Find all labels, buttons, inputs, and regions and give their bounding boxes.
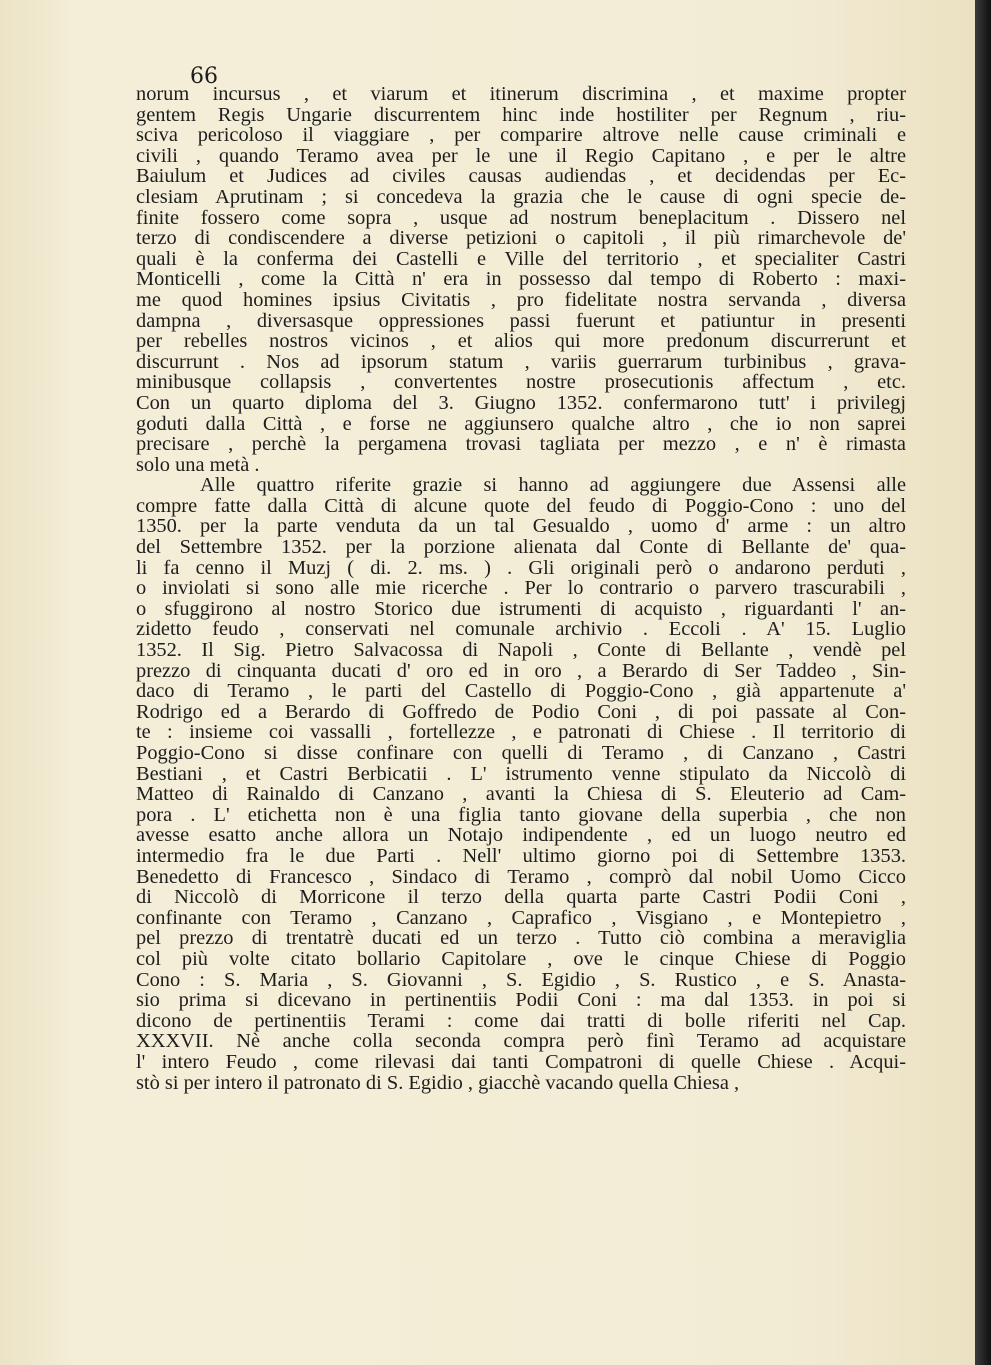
- text-line: avesse esatto anche allora un Notajo indipendente , ed un luogo neutro ed: [136, 824, 906, 847]
- text-line: dampna , diversasque oppressiones passi fuerunt et patiuntur in presenti: [136, 309, 906, 332]
- text-line: li fa cenno il Muzj ( di. 2. ms. ) . Gli originali però o andarono perduti ,: [136, 556, 906, 579]
- text-line: goduti dalla Città , e forse ne aggiunsero qualche altro , che io non saprei: [136, 412, 906, 435]
- text-line: col più volte citato bollario Capitolare , ove le cinque Chiese di Poggio: [136, 947, 906, 970]
- text-line: sciva pericoloso il viaggiare , per comparire altrove nelle cause criminali e: [136, 124, 906, 147]
- text-line: 1350. per la parte venduta da un tal Gesualdo , uomo d' arme : un altro: [136, 515, 906, 538]
- text-line: Rodrigo ed a Berardo di Goffredo de Podio Coni , di poi passate al Con-: [136, 700, 906, 723]
- text-line: di Niccolò di Morricone il terzo della quarta parte Castri Podii Coni ,: [136, 886, 906, 909]
- text-line: gentem Regis Ungarie discurrentem hinc inde hostiliter per Regnum , riu-: [136, 103, 906, 126]
- text-line: Benedetto di Francesco , Sindaco di Teramo , comprò dal nobil Uomo Cicco: [136, 865, 906, 888]
- text-line: te : insieme coi vassalli , fortellezze , e patronati di Chiese . Il territorio di: [136, 721, 906, 744]
- text-line: pel prezzo di trentatrè ducati ed un terzo . Tutto ciò combina a meraviglia: [136, 927, 906, 950]
- text-line: sio prima si dicevano in pertinentiis Podii Coni : ma dal 1353. in poi si: [136, 989, 906, 1012]
- text-line: norum incursus , et viarum et itinerum discrimina , et maxime propter: [136, 83, 906, 105]
- text-line: terzo di condiscendere a diverse petizioni o capitoli , il più rimarchevole de': [136, 227, 906, 250]
- text-line: compre fatte dalla Città di alcune quote del feudo di Poggio-Cono : uno del: [136, 494, 906, 517]
- text-line: quali è la conferma dei Castelli e Ville del territorio , et specialiter Castri: [136, 247, 906, 270]
- text-line: del Settembre 1352. per la porzione alienata dal Conte di Bellante de' qua-: [136, 536, 906, 559]
- text-line: Cono : S. Maria , S. Giovanni , S. Egidio , S. Rustico , e S. Anasta-: [136, 968, 906, 991]
- text-line: pora . L' etichetta non è una figlia tanto giovane della superbia , che non: [136, 803, 906, 826]
- text-line: zidetto feudo , conservati nel comunale archivio . Eccoli . A' 15. Luglio: [136, 618, 906, 641]
- text-line: o inviolati si sono alle mie ricerche . Per lo contrario o parvero trascurabili ,: [136, 577, 906, 600]
- text-line: intermedio fra le due Parti . Nell' ultimo giorno poi di Settembre 1353.: [136, 844, 906, 867]
- text-line: per rebelles nostros vicinos , et alios qui more predonum discurrerunt et: [136, 330, 906, 353]
- text-line: l' intero Feudo , come rilevasi dai tanti Compatroni di quelle Chiese . Acqui-: [136, 1050, 906, 1073]
- body-text: [136, 84, 906, 1093]
- text-line: confinante con Teramo , Canzano , Caprafico , Visgiano , e Montepietro ,: [136, 906, 906, 929]
- text-line: me quod homines ipsius Civitatis , pro fidelitate nostra servanda , diversa: [136, 288, 906, 311]
- text-line: Bestiani , et Castri Berbicatii . L' istrumento venne stipulato da Niccolò di: [136, 762, 906, 785]
- page-number: 66: [190, 64, 218, 89]
- text-line: Poggio-Cono si disse confinare con quelli di Teramo , di Canzano , Castri: [136, 742, 906, 764]
- text-line: stò si per intero il patronato di S. Egidio , giacchè vacando quella Chiesa ,: [136, 1071, 740, 1094]
- text-line: solo una metà .: [136, 453, 260, 476]
- text-line: minibusque collapsis , convertentes nostre prosecutionis affectum , etc.: [136, 371, 906, 394]
- text-line: clesiam Aprutinam ; si concedeva la grazia che le cause di ogni specie de-: [136, 185, 906, 208]
- text-line: civili , quando Teramo avea per le une il Regio Capitano , e per le altre: [136, 144, 906, 167]
- text-line: Baiulum et Judices ad civiles causas audiendas , et decidendas per Ec-: [136, 165, 906, 188]
- text-line: Con un quarto diploma del 3. Giugno 1352. confermarono tutt' i privilegj: [136, 391, 906, 414]
- book-spine-edge: [975, 0, 991, 1365]
- text-line: XXXVII. Nè anche colla seconda compra però finì Teramo ad acquistare: [136, 1030, 906, 1053]
- text-line: Alle quattro riferite grazie si hanno ad aggiungere due Assensi alle: [200, 474, 906, 497]
- text-line: o sfuggirono al nostro Storico due istrumenti di acquisto , riguardanti l' an-: [136, 597, 906, 620]
- text-line: daco di Teramo , le parti del Castello di Poggio-Cono , già appartenute a': [136, 680, 906, 703]
- text-line: precisare , perchè la pergamena trovasi tagliata per mezzo , e n' è rimasta: [136, 433, 906, 456]
- text-line: dicono de pertinentiis Terami : come dai tratti di bolle riferiti nel Cap.: [136, 1009, 906, 1032]
- text-line: Monticelli , come la Città n' era in possesso dal tempo di Roberto : maxi-: [136, 268, 906, 291]
- text-line: Matteo di Rainaldo di Canzano , avanti la Chiesa di S. Eleuterio ad Cam-: [136, 783, 906, 806]
- text-line: finite fossero come sopra , usque ad nostrum beneplacitum . Dissero nel: [136, 206, 906, 229]
- text-line: discurrunt . Nos ad ipsorum statum , variis guerrarum turbinibus , grava-: [136, 350, 906, 373]
- text-line: 1352. Il Sig. Pietro Salvacossa di Napoli , Conte di Bellante , vendè pel: [136, 639, 906, 662]
- text-line: prezzo di cinquanta ducati d' oro ed in oro , a Berardo di Ser Taddeo , Sin-: [136, 659, 906, 682]
